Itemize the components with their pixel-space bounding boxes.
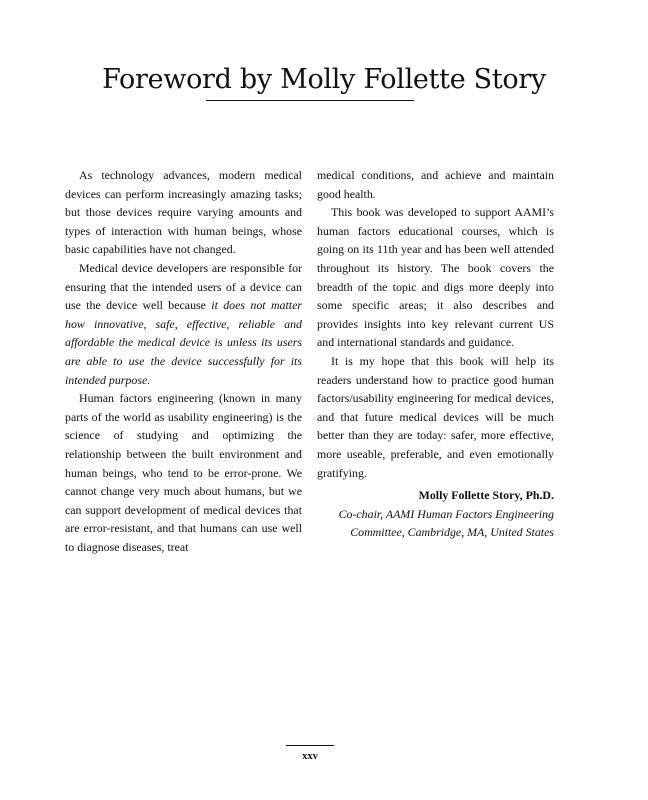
paragraph-developers: [65, 259, 302, 389]
left-column: [65, 166, 302, 556]
paragraph-hope: It is my hope that this book will help its readers understand how to practice good human factors/usability engineering for medical devices, and that future medical devices will be much better than they are today: safer, more effective, more useable, preferable, and even emotionally gratifying.: [317, 353, 554, 480]
affiliation-line-1: Co-chair, AAMI Human Factors Engineering: [338, 506, 554, 521]
page-number-row: [0, 750, 618, 764]
page-number: xxv: [302, 751, 318, 762]
paragraph-developers-emphasis: it does not matter how innovative, safe, effective, reliable and affordable the medical device is unless its users are able to use the device successfully for its intended purpose.: [65, 298, 302, 387]
right-column: [317, 166, 554, 542]
signature-name: Molly Follette Story, Ph.D.: [418, 488, 554, 503]
affiliation-line-2: Committee, Cambridge, MA, United States: [350, 525, 554, 540]
paragraph-human-factors: Human factors engineering (known in many parts of the world as usability engineering) is the science of studying and optimizing the relationship between the built environment and human beings, who tend to be error-prone. We cannot change very much about humans, but we can support development of medical devices that are error-resistant, and that humans can use well to diagnose diseases, treat: [65, 391, 302, 554]
paragraph-technology: As technology advances, modern medical devices can perform increasingly amazing tasks; but those devices require varying amounts and types of interaction with human beings, whose basic capabilities have not changed.: [65, 168, 302, 257]
page-title: Foreword by Molly Follette Story: [102, 64, 546, 95]
paragraph-developers-text: Medical device developers are responsible for ensuring that the intended users of a device can use the device well because: [65, 260, 302, 313]
footer-rule: [286, 745, 334, 746]
signature-affiliation: [317, 505, 554, 542]
paragraph-human-factors-continued: medical conditions, and achieve and maintain good health.: [317, 168, 554, 201]
title-underline: [206, 100, 414, 101]
paragraph-book-purpose: This book was developed to support AAMI’s human factors educational courses, which is going on its 11th year and has been well attended throughout its history. The book covers the breadth of the topic and digs more deeply into some specific areas; it also describes and provides insights into key relevant current US and international standards and guidance.: [317, 205, 554, 350]
